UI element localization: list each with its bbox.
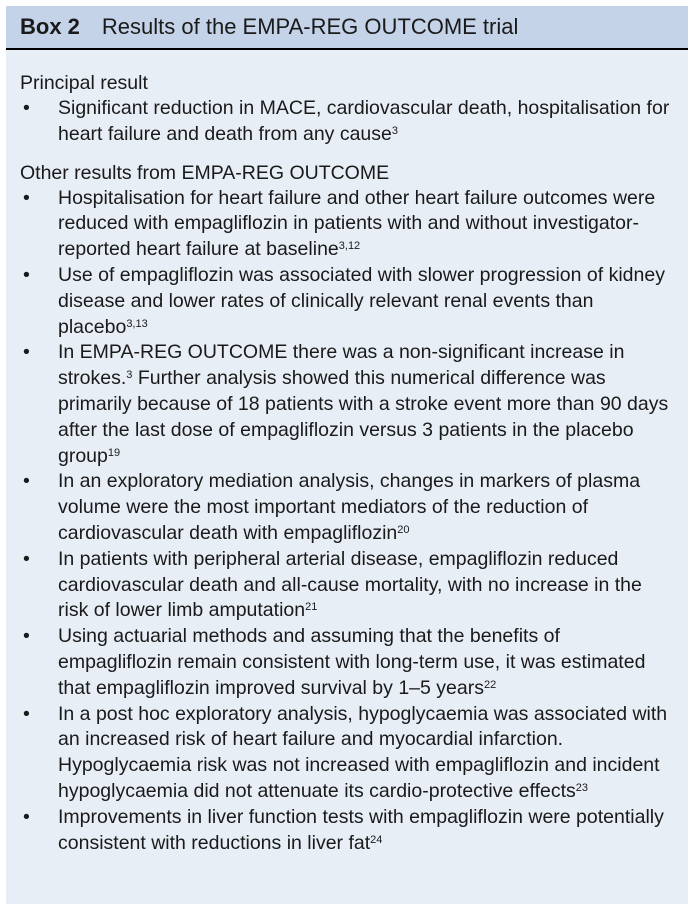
reference: 3,12 xyxy=(338,240,361,253)
bullet-icon: • xyxy=(23,547,30,570)
list-item xyxy=(20,547,674,624)
list-item xyxy=(20,624,674,701)
item-text: Hospitalisation for heart failure and other heart failure outcomes were reduced with empagliflozin in patients with and without investigator-reported heart failure at baseline xyxy=(58,186,656,261)
item-text: In a post hoc exploratory analysis, hypoglycaemia was associated with an increased risk of heart failure and myocardial infarction. Hypoglycaemia risk was not increased with empagliflozin and incident hypoglycaemia did not attenuate its cardio-protective effects xyxy=(58,702,668,802)
bullet-icon: • xyxy=(23,625,30,648)
bullet-icon: • xyxy=(23,341,30,364)
principal-result-section xyxy=(20,70,674,148)
list-item xyxy=(20,186,674,263)
reference: 24 xyxy=(370,833,383,846)
principal-result-heading: Principal result xyxy=(20,72,148,94)
box-header xyxy=(6,6,688,50)
list-item xyxy=(20,805,674,857)
item-text: In an exploratory mediation analysis, changes in markers of plasma volume were the most important mediators of the reduction of cardiovascular death with empagliflozin xyxy=(58,470,641,544)
box-content xyxy=(6,50,688,856)
reference: 22 xyxy=(483,678,497,691)
list-item xyxy=(20,702,674,805)
principal-result-list xyxy=(20,96,674,148)
bullet-icon: • xyxy=(23,702,30,725)
bullet-icon: • xyxy=(23,805,30,828)
reference: 23 xyxy=(575,781,589,794)
reference: 3 xyxy=(126,369,133,382)
item-text: In patients with peripheral arterial disease, empagliflozin reduced cardiovascular death and all-cause mortality, with no increase in the risk of lower limb amputation xyxy=(58,547,642,622)
reference: 3,13 xyxy=(126,317,148,330)
other-results-section xyxy=(20,160,674,857)
bullet-icon: • xyxy=(23,470,30,493)
results-box xyxy=(6,6,688,904)
list-item xyxy=(20,469,674,546)
bullet-icon: • xyxy=(23,97,30,119)
item-text: Improvements in liver function tests with empagliflozin were potentially consistent with reductions in liver fat xyxy=(58,805,664,854)
item-text: Use of empagliflozin was associated with slower progression of kidney disease and lower rates of clinically relevant renal events than placebo xyxy=(58,263,665,338)
item-text: Further analysis showed this numerical difference was primarily because of 18 patients with a stroke event more than 90 days after the last dose of empagliflozin versus 3 patients in the placebo group xyxy=(58,367,669,467)
list-item xyxy=(20,263,674,340)
list-item xyxy=(20,96,674,148)
bullet-icon: • xyxy=(23,186,30,209)
item-text: Significant reduction in MACE, cardiovascular death, hospitalisation for heart failure and death from any cause xyxy=(58,97,670,145)
other-results-heading: Other results from EMPA-REG OUTCOME xyxy=(20,161,390,184)
item-text: In EMPA-REG OUTCOME there was a non-significant increase in strokes. xyxy=(58,341,625,390)
list-item xyxy=(20,340,674,469)
reference: 21 xyxy=(305,601,318,614)
item-text: Using actuarial methods and assuming that the benefits of empagliflozin remain consistent with long-term use, it was estimated that empagliflozin improved survival by 1–5 years xyxy=(58,625,646,699)
box-title: Results of the EMPA-REG OUTCOME trial xyxy=(101,14,519,39)
reference: 19 xyxy=(107,446,121,459)
reference: 3 xyxy=(391,124,398,137)
reference: 20 xyxy=(397,523,410,536)
other-results-list xyxy=(20,186,674,857)
box-number: Box 2 xyxy=(20,14,80,39)
bullet-icon: • xyxy=(23,263,30,286)
